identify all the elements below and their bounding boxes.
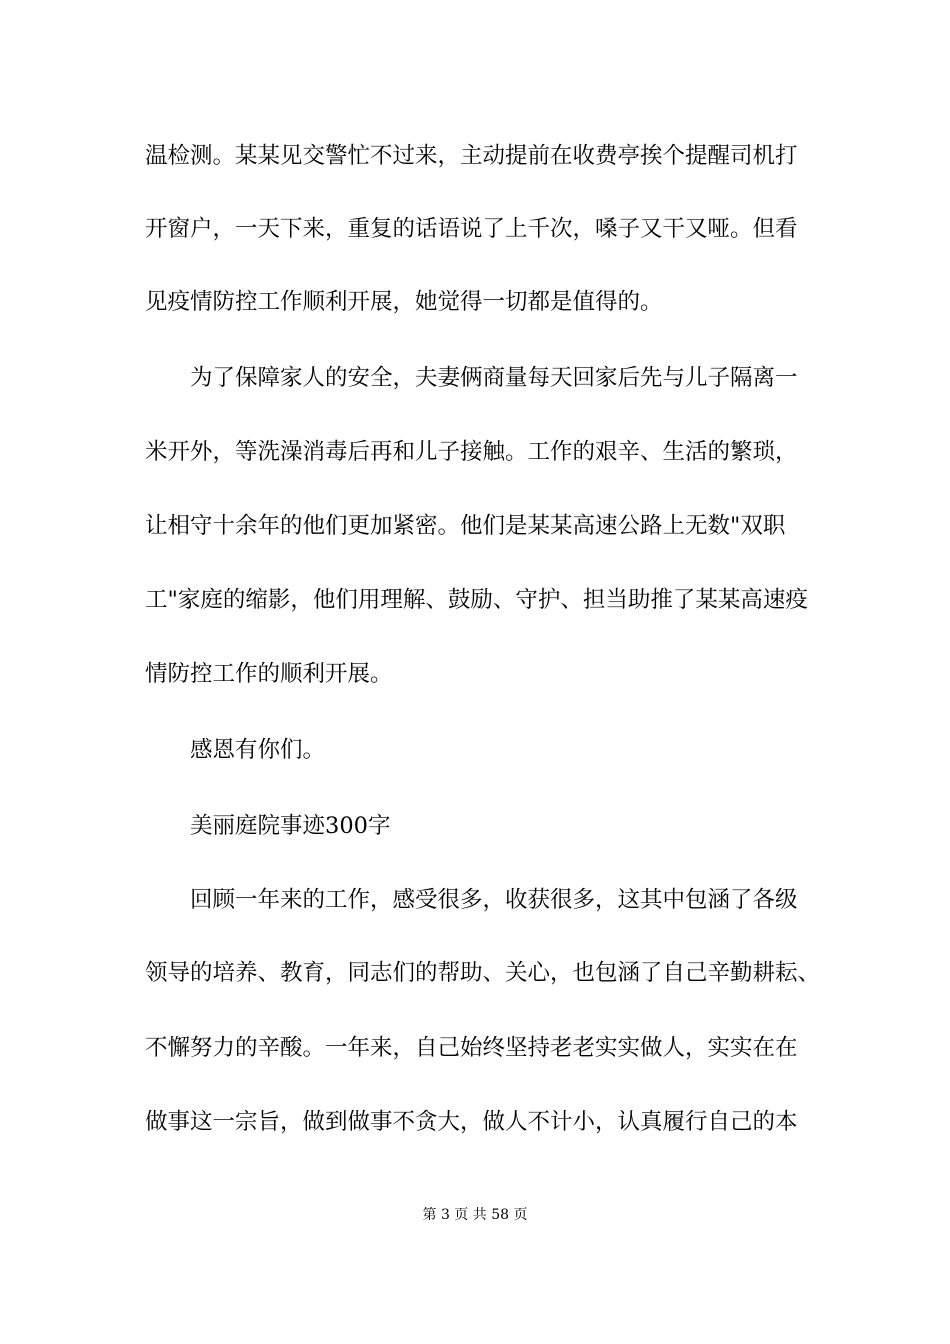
text-line: 见疫情防控工作顺利开展，她觉得一切都是值得的。 <box>145 289 663 315</box>
text-line: 让相守十余年的他们更加紧密。他们是某某高速公路上无数"双职 <box>145 513 786 539</box>
text-line: 不懈努力的辛酸。一年来，自己始终坚持老老实实做人，实实在在 <box>145 1035 798 1061</box>
text-line: 做事这一宗旨，做到做事不贪大，做人不计小，认真履行自己的本 <box>145 1109 798 1135</box>
text-line: 米开外，等洗澡消毒后再和儿子接触。工作的艰辛、生活的繁琐， <box>145 439 798 465</box>
page-number-footer: 第 3 页 共 58 页 <box>422 1207 528 1223</box>
text-line: 领导的培养、教育，同志们的帮助、关心，也包涵了自己辛勤耕耘、 <box>145 960 821 986</box>
text-line: 温检测。某某见交警忙不过来，主动提前在收费亭挨个提醒司机打 <box>145 143 798 169</box>
paragraph-first-line: 回顾一年来的工作，感受很多，收获很多，这其中包涵了各级 <box>190 887 798 913</box>
text-line: 情防控工作的顺利开展。 <box>145 661 393 687</box>
text-line: 开窗户，一天下来，重复的话语说了上千次，嗓子又干又哑。但看 <box>145 216 798 242</box>
paragraph-first-line: 为了保障家人的安全，夫妻俩商量每天回家后先与儿子隔离一 <box>190 365 798 391</box>
text-line: 工"家庭的缩影，他们用理解、鼓励、守护、担当助推了某某高速疫 <box>145 587 808 613</box>
paragraph-first-line: 感恩有你们。 <box>190 737 326 763</box>
section-heading: 美丽庭院事迹300字 <box>190 813 391 839</box>
